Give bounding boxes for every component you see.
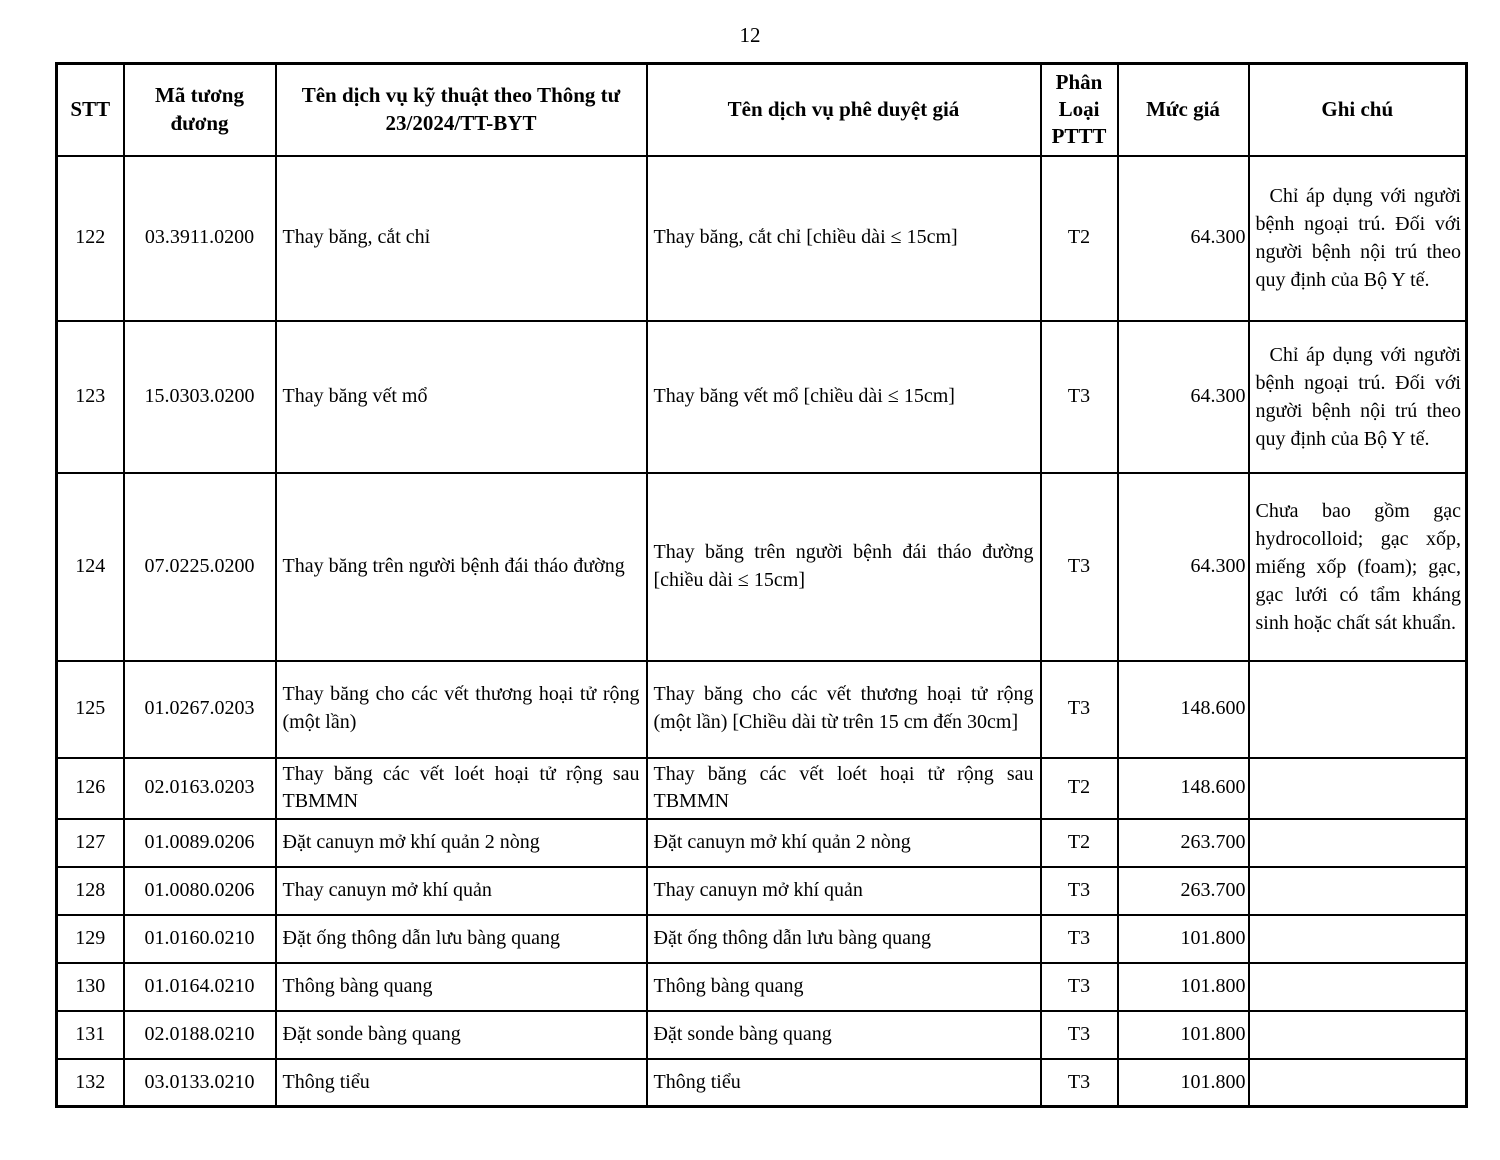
cell-note: Chỉ áp dụng với người bệnh ngoại trú. Đối với người bệnh nội trú theo quy định của Bộ Y tế. [1249,156,1467,321]
table-row [57,473,1467,661]
cell-stt: 131 [57,1011,124,1059]
cell-pttt: T3 [1041,661,1118,758]
cell-note [1249,915,1467,963]
cell-stt: 122 [57,156,124,321]
cell-code: 02.0188.0210 [124,1011,276,1059]
cell-note [1249,963,1467,1011]
cell-price: 101.800 [1118,963,1249,1011]
table-row [57,156,1467,321]
cell-note [1249,1059,1467,1107]
cell-service-technical: Thay canuyn mở khí quản [276,867,647,915]
cell-pttt: T2 [1041,758,1118,819]
cell-service-technical: Thay băng các vết loét hoại tử rộng sau TBMMN [276,758,647,819]
cell-code: 01.0080.0206 [124,867,276,915]
cell-code: 03.3911.0200 [124,156,276,321]
cell-pttt: T3 [1041,867,1118,915]
cell-note: Chỉ áp dụng với người bệnh ngoại trú. Đối với người bệnh nội trú theo quy định của Bộ Y tế. [1249,321,1467,473]
cell-pttt: T3 [1041,473,1118,661]
cell-note [1249,819,1467,867]
col-header-code: Mã tương đương [124,64,276,156]
cell-price: 148.600 [1118,661,1249,758]
cell-stt: 125 [57,661,124,758]
table-row [57,321,1467,473]
cell-note [1249,661,1467,758]
cell-service-approved: Đặt canuyn mở khí quản 2 nòng [647,819,1041,867]
cell-pttt: T3 [1041,1059,1118,1107]
cell-pttt: T3 [1041,1011,1118,1059]
cell-stt: 124 [57,473,124,661]
cell-service-technical: Thay băng, cắt chỉ [276,156,647,321]
cell-service-technical: Thông tiểu [276,1059,647,1107]
cell-price: 101.800 [1118,1011,1249,1059]
cell-service-technical: Đặt sonde bàng quang [276,1011,647,1059]
cell-price: 64.300 [1118,156,1249,321]
cell-code: 15.0303.0200 [124,321,276,473]
table-row [57,915,1467,963]
cell-service-approved: Thông bàng quang [647,963,1041,1011]
cell-note [1249,758,1467,819]
page-number: 12 [739,23,761,47]
col-header-stt: STT [57,64,124,156]
cell-service-technical: Thay băng trên người bệnh đái tháo đường [276,473,647,661]
cell-pttt: T3 [1041,321,1118,473]
cell-service-technical: Thông bàng quang [276,963,647,1011]
cell-price: 263.700 [1118,867,1249,915]
cell-service-approved: Đặt ống thông dẫn lưu bàng quang [647,915,1041,963]
service-price-table [55,62,1468,1108]
table-row [57,819,1467,867]
col-header-note: Ghi chú [1249,64,1467,156]
cell-note: Chưa bao gồm gạc hydrocolloid; gạc xốp, miếng xốp (foam); gạc, gạc lưới có tẩm kháng sinh hoặc chất sát khuẩn. [1249,473,1467,661]
cell-code: 01.0089.0206 [124,819,276,867]
table-row [57,1059,1467,1107]
table-row [57,867,1467,915]
col-header-pttt: Phân Loại PTTT [1041,64,1118,156]
cell-price: 148.600 [1118,758,1249,819]
cell-service-technical: Đặt canuyn mở khí quản 2 nòng [276,819,647,867]
cell-code: 01.0164.0210 [124,963,276,1011]
cell-code: 01.0267.0203 [124,661,276,758]
cell-service-approved: Đặt sonde bàng quang [647,1011,1041,1059]
cell-service-approved: Thay băng vết mổ [chiều dài ≤ 15cm] [647,321,1041,473]
cell-code: 01.0160.0210 [124,915,276,963]
table-row [57,661,1467,758]
cell-service-approved: Thay băng các vết loét hoại tử rộng sau TBMMN [647,758,1041,819]
cell-service-approved: Thay băng, cắt chỉ [chiều dài ≤ 15cm] [647,156,1041,321]
col-header-price: Mức giá [1118,64,1249,156]
table-header-row [57,64,1467,156]
cell-price: 101.800 [1118,915,1249,963]
table-row [57,1011,1467,1059]
cell-code: 07.0225.0200 [124,473,276,661]
cell-service-approved: Thay canuyn mở khí quản [647,867,1041,915]
cell-note [1249,867,1467,915]
cell-service-technical: Thay băng cho các vết thương hoại tử rộng (một lần) [276,661,647,758]
cell-note [1249,1011,1467,1059]
cell-service-approved: Thay băng trên người bệnh đái tháo đường [chiều dài ≤ 15cm] [647,473,1041,661]
cell-price: 64.300 [1118,473,1249,661]
cell-stt: 132 [57,1059,124,1107]
cell-price: 263.700 [1118,819,1249,867]
cell-stt: 130 [57,963,124,1011]
cell-pttt: T2 [1041,156,1118,321]
cell-code: 02.0163.0203 [124,758,276,819]
cell-service-technical: Thay băng vết mổ [276,321,647,473]
cell-stt: 128 [57,867,124,915]
cell-price: 64.300 [1118,321,1249,473]
cell-code: 03.0133.0210 [124,1059,276,1107]
col-header-service-approved: Tên dịch vụ phê duyệt giá [647,64,1041,156]
cell-pttt: T3 [1041,915,1118,963]
table-row [57,758,1467,819]
cell-stt: 126 [57,758,124,819]
cell-service-approved: Thay băng cho các vết thương hoại tử rộng (một lần) [Chiều dài từ trên 15 cm đến 30cm] [647,661,1041,758]
cell-service-technical: Đặt ống thông dẫn lưu bàng quang [276,915,647,963]
cell-stt: 123 [57,321,124,473]
cell-price: 101.800 [1118,1059,1249,1107]
table-row [57,963,1467,1011]
col-header-service-technical: Tên dịch vụ kỹ thuật theo Thông tư 23/2024/TT-BYT [276,64,647,156]
cell-pttt: T2 [1041,819,1118,867]
cell-pttt: T3 [1041,963,1118,1011]
cell-service-approved: Thông tiểu [647,1059,1041,1107]
cell-stt: 127 [57,819,124,867]
cell-stt: 129 [57,915,124,963]
